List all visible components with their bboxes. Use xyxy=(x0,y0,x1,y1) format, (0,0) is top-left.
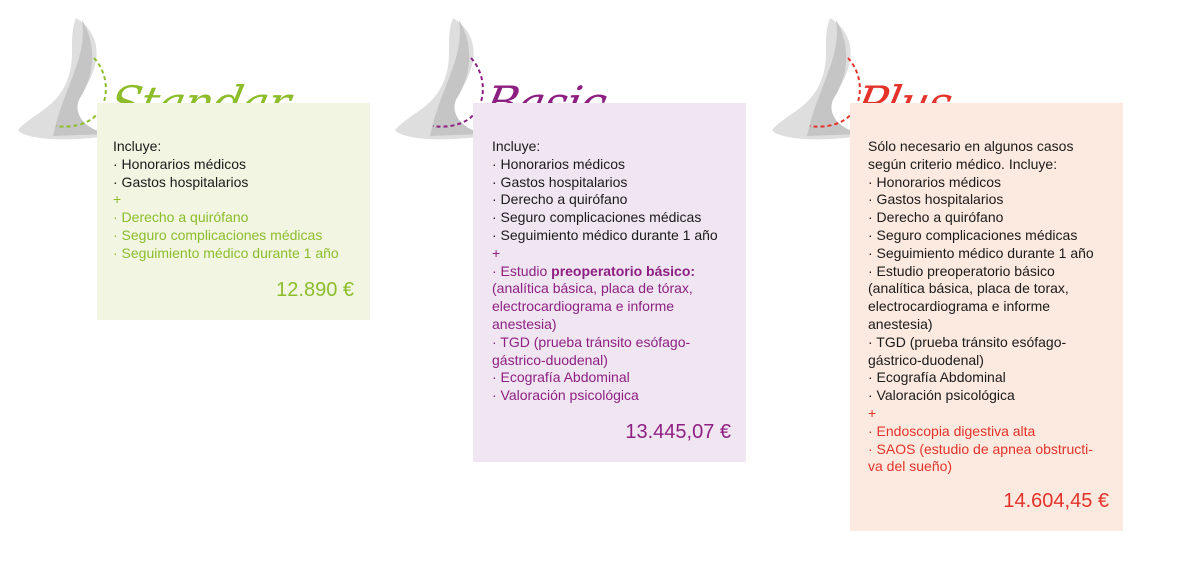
plan-extra-marker: + xyxy=(868,404,877,421)
plan-item-extra: · Derecho a quirófano xyxy=(113,209,249,226)
plan-item-extra: anestesia) xyxy=(492,315,557,332)
plan-items xyxy=(113,138,339,263)
plan-item-extra: · Seguro complicaciones médicas xyxy=(113,226,323,243)
plan-item: · Estudio preoperatorio básico xyxy=(868,262,1055,279)
plan-item: · Honorarios médicos xyxy=(868,173,1002,190)
plan-item: · Valoración psicológica xyxy=(868,387,1015,404)
plan-item-extra: · Valoración psicológica xyxy=(492,387,639,404)
plan-item-extra xyxy=(492,263,718,281)
plan-item-extra: · Endoscopia digestiva alta xyxy=(868,422,1036,439)
plan-item-extra: · TGD (prueba tránsito esófago- xyxy=(492,333,691,350)
plan-item: gástrico-duodenal) xyxy=(868,351,984,368)
plan-item: · Honorarios médicos xyxy=(492,155,626,172)
plan-items xyxy=(492,138,718,405)
plan-item: · Gastos hospitalarios xyxy=(492,173,628,190)
plan-item: · Derecho a quirófano xyxy=(868,209,1004,226)
plan-item-bold: preoperatorio básico: xyxy=(551,262,696,279)
plan-price: 13.445,07 € xyxy=(625,421,731,443)
plan-item-extra: · Ecografía Abdominal xyxy=(492,369,630,386)
plan-item: · Seguimiento médico durante 1 año xyxy=(492,226,718,243)
plan-item: · Gastos hospitalarios xyxy=(113,173,249,190)
plan-item-extra: · Seguimiento médico durante 1 año xyxy=(113,244,339,261)
plan-item: (analítica básica, placa de torax, xyxy=(868,280,1069,297)
plan-item: · Honorarios médicos xyxy=(113,155,247,172)
plan-items xyxy=(868,138,1094,476)
plan-item: · Gastos hospitalarios xyxy=(868,191,1004,208)
plan-item: Sólo necesario en algunos casos xyxy=(868,138,1074,154)
plan-extra-marker: + xyxy=(492,244,501,261)
plan-item: · TGD (prueba tránsito esófago- xyxy=(868,333,1067,350)
plan-item-extra: va del sueño) xyxy=(868,458,953,475)
plan-item: · Seguro complicaciones médicas xyxy=(868,226,1078,243)
plan-item: · Derecho a quirófano xyxy=(492,191,628,208)
plan-item: · Ecografía Abdominal xyxy=(868,369,1006,386)
plan-item: anestesia) xyxy=(868,315,933,332)
plan-item: · Seguro complicaciones médicas xyxy=(492,209,702,226)
plan-item-extra: electrocardiograma e informe xyxy=(492,298,675,315)
plan-item-text: · Estudio xyxy=(492,262,552,279)
plan-price: 12.890 € xyxy=(276,279,354,301)
plan-item: · Seguimiento médico durante 1 año xyxy=(868,244,1094,261)
plan-extra-marker: + xyxy=(113,191,122,208)
plan-item-extra: gástrico-duodenal) xyxy=(492,351,608,368)
plan-item-extra: (analítica básica, placa de tórax, xyxy=(492,280,693,297)
plan-item: Incluye: xyxy=(113,138,162,154)
plan-item: según criterio médico. Incluye: xyxy=(868,155,1058,172)
plan-item: Incluye: xyxy=(492,138,541,154)
plan-item-extra: · SAOS (estudio de apnea obstructi- xyxy=(868,440,1093,457)
plan-price: 14.604,45 € xyxy=(1003,490,1109,512)
plan-item: electrocardiograma e informe xyxy=(868,298,1051,315)
